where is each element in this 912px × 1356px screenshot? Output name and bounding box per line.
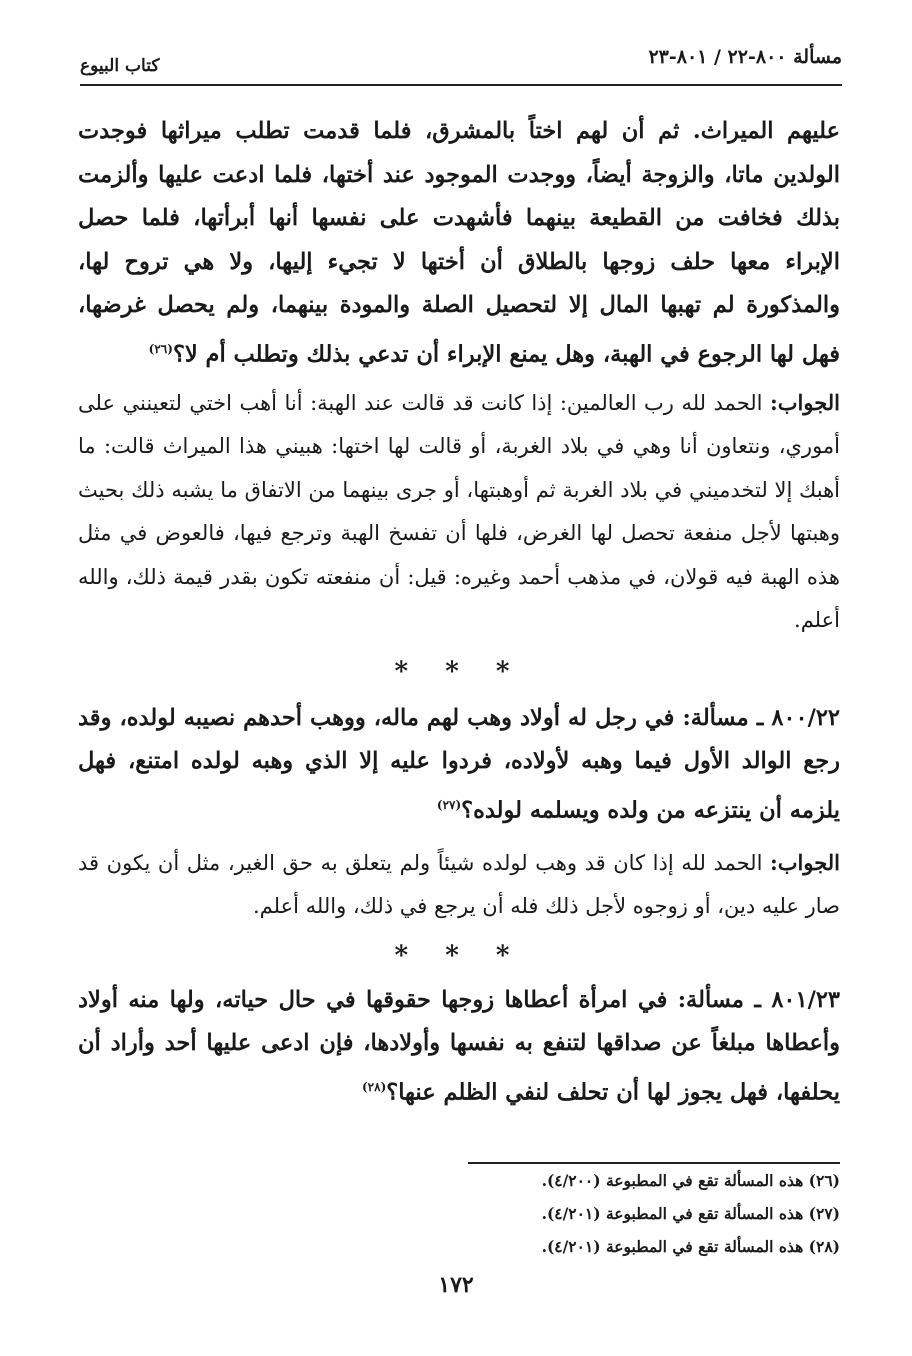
question-28-text: في امرأة أعطاها زوجها حقوقها في حال حياته، ولها منه أولاد وأعطاها مبلغاً عن صداقها لتنفع به نفسها وأولادها، فإن ادعى عليها أحد وأراد أن يحلفها، فهل يجوز لها أن تحلف لنفي الظلم عنها؟ [78,986,840,1105]
footnotes [78,1162,840,1263]
running-header [80,40,842,86]
answer-27-text: الحمد لله إذا كان قد وهب لولده شيئاً ولم يتعلق به حق الغير، مثل أن يكون قد صار عليه دين، أو زوجوه لأجل ذلك فله أن يرجع في ذلك، والله أعلم. [78,850,840,918]
answer-26 [78,381,840,643]
section-separator: * * * [394,940,524,971]
issue-range: مسألة ٨٠٠-٢٢ / ٨٠١-٢٣ [648,46,842,68]
footnote-item: (٢٧) هذه المسألة تقع في المطبوعة (٤/٢٠١). [541,1204,840,1223]
question-27-text: في رجل له أولاد وهب لهم ماله، ووهب أحدهم نصيبه لولده، وقد رجع الوالد الأول فيما وهبه لأولاده، فردوا عليه إلا الذي وهبه لولده امتنع، فهل يلزمه أن ينتزعه من ولده ويسلمه لولده؟ [78,704,840,823]
answer-label: الجواب: [770,849,840,875]
question-27-number: ٨٠٠/٢٢ ـ مسألة: [682,704,840,731]
footnote-item: (٢٨) هذه المسألة تقع في المطبوعة (٤/٢٠١). [541,1237,840,1256]
question-26-continuation [78,110,840,377]
footnote-ref-27: (٢٧) [436,797,462,812]
footnote-ref-28: (٢٨) [361,1079,387,1094]
book-title: كتاب البيوع [80,56,160,76]
page-number: ١٧٢ [438,1272,474,1298]
page-body [78,110,840,1115]
question-28-number: ٨٠١/٢٣ ـ مسألة: [677,986,840,1013]
section-separator: * * * [394,656,524,687]
footnote-item: (٢٦) هذه المسألة تقع في المطبوعة (٤/٢٠٠). [541,1171,840,1190]
answer-label: الجواب: [770,389,840,415]
answer-27 [78,841,840,929]
question-27 [78,697,840,833]
question-26-text: عليهم الميراث. ثم أن لهم اختاً بالمشرق، فلما قدمت تطلب ميراثها فوجدت الولدين ماتا، والزوجة أيضاً، ووجدت الموجود عند أختها، فلما ادعت عليها وألزمت بذلك فخافت من القطيعة بينهما فأشهدت على نفسها أنها أبرأتها، فلما حصل الإبراء معها حلف زوجها بالطلاق أن أختها لا تجيء إليها، ولا هي تروح لها، والمذكورة لم تهبها المال إلا لتحصيل الصلة والمودة بينهما، ولم يحصل غرضها، فهل لها الرجوع في الهبة، وهل يمنع الإبراء أن تدعي بذلك وتطلب أم لا؟ [78,118,840,367]
question-28 [78,979,840,1115]
answer-26-text: الحمد لله رب العالمين: إذا كانت قد قالت عند الهبة: أنا أهب اختي لتعينني على أموري، ونتعاون أنا وهي في بلاد الغربة، أو قالت لها اختها: هبيني هذا الميراث قالت: ما أهبك إلا لتخدميني في بلاد الغربة ثم أوهبتها، أو جرى بينهما من الاتفاق ما يشبه ذلك بحيث وهبتها لأجل منفعة تحصل لها الغرض، فلها أن تفسخ الهبة وترجع فيها، فالعوض في مثل هذه الهبة فيه قولان، في مذهب أحمد وغيره: قيل: أن منفعته تكون بقدر قيمة ذلك، والله أعلم. [78,390,840,632]
footnote-ref-26: (٢٦) [148,341,173,356]
